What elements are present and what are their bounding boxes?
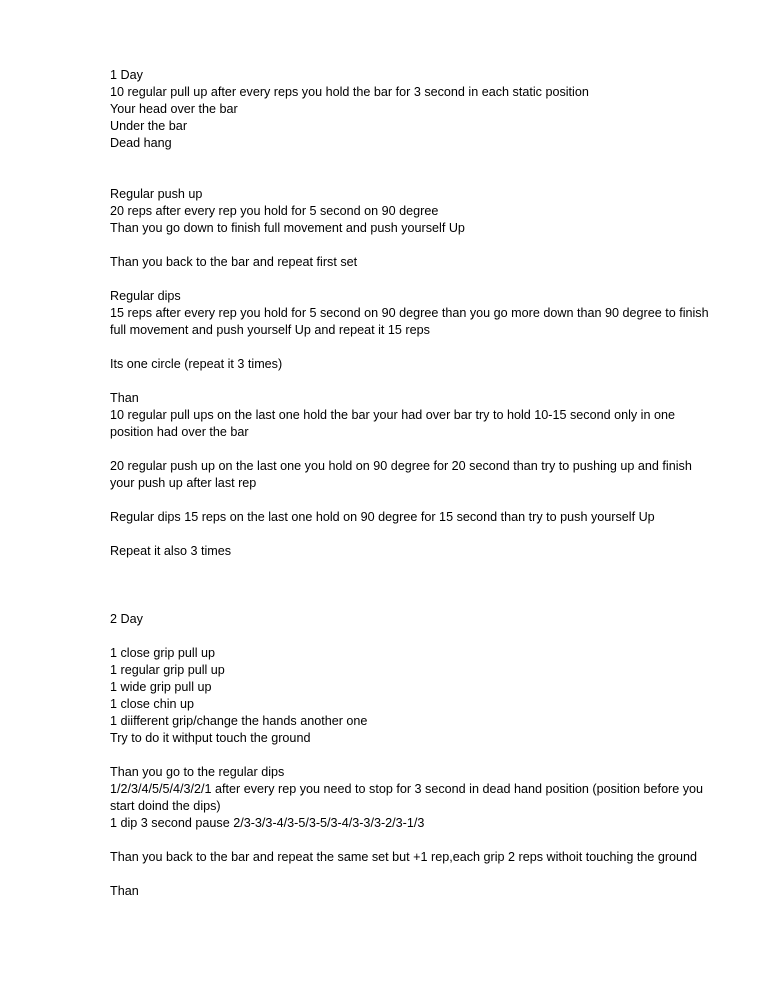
text-line: Than you back to the bar and repeat first set	[110, 255, 358, 269]
text-line: 20 reps after every rep you hold for 5 second on 90 degree	[110, 204, 439, 218]
day1-intro-block	[110, 67, 710, 152]
day1-than-pullups-block	[110, 390, 710, 441]
text-line: Its one circle (repeat it 3 times)	[110, 357, 283, 371]
text-line: Than you go down to finish full movement and push yourself Up	[110, 221, 465, 235]
day2-dips-block	[110, 764, 710, 832]
text-line: Regular dips 15 reps on the last one hold on 90 degree for 15 second than try to push yourself Up	[110, 510, 655, 524]
text-paragraph: Than you back to the bar and repeat the same set but +1 rep,each grip 2 reps withoit touching the ground	[110, 850, 698, 864]
text-line: Regular push up	[110, 187, 203, 201]
day2-grips-block	[110, 645, 710, 747]
day1-dips-finish	[110, 509, 710, 526]
day2-last	[110, 883, 710, 900]
text-line: Your head over the bar	[110, 102, 238, 116]
text-paragraph: 1/2/3/4/5/5/4/3/2/1 after every rep you need to stop for 3 second in dead hand position (position before you start doind the dips)	[110, 782, 704, 813]
list-item: 1 diifferent grip/change the hands another one	[110, 714, 368, 728]
day1-pushup-block	[110, 186, 710, 237]
text-line: Than	[110, 884, 139, 898]
list-item: 1 close chin up	[110, 697, 195, 711]
document-body	[110, 67, 710, 917]
day2-heading-block	[110, 611, 710, 628]
day1-back-to-bar	[110, 254, 710, 271]
text-line: 10 regular pull up after every reps you hold the bar for 3 second in each static position	[110, 85, 589, 99]
text-line: Repeat it also 3 times	[110, 544, 232, 558]
day2-back-to-bar	[110, 849, 710, 866]
text-paragraph: 15 reps after every rep you hold for 5 second on 90 degree than you go more down than 90 degree to finish full movement and push yourself Up and repeat it 15 reps	[110, 306, 709, 337]
day1-repeat	[110, 543, 710, 560]
text-line: Regular dips	[110, 289, 181, 303]
text-paragraph: 20 regular push up on the last one you hold on 90 degree for 20 second than try to pushing up and finish your push up after last rep	[110, 459, 692, 490]
day2-heading: 2 Day	[110, 612, 143, 626]
day1-dips-block	[110, 288, 710, 339]
day1-circle	[110, 356, 710, 373]
list-item: 1 wide grip pull up	[110, 680, 212, 694]
text-line: Dead hang	[110, 136, 172, 150]
day1-pushup-finish	[110, 458, 710, 492]
list-item: Try to do it withput touch the ground	[110, 731, 311, 745]
text-line: 1 dip 3 second pause 2/3-3/3-4/3-5/3-5/3-4/3-3/3-2/3-1/3	[110, 816, 425, 830]
text-line: Under the bar	[110, 119, 188, 133]
day1-heading: 1 Day	[110, 68, 143, 82]
text-paragraph: 10 regular pull ups on the last one hold the bar your had over bar try to hold 10-15 second only in one position had over the bar	[110, 408, 675, 439]
list-item: 1 close grip pull up	[110, 646, 216, 660]
text-line: Than you go to the regular dips	[110, 765, 285, 779]
list-item: 1 regular grip pull up	[110, 663, 225, 677]
text-line: Than	[110, 391, 139, 405]
